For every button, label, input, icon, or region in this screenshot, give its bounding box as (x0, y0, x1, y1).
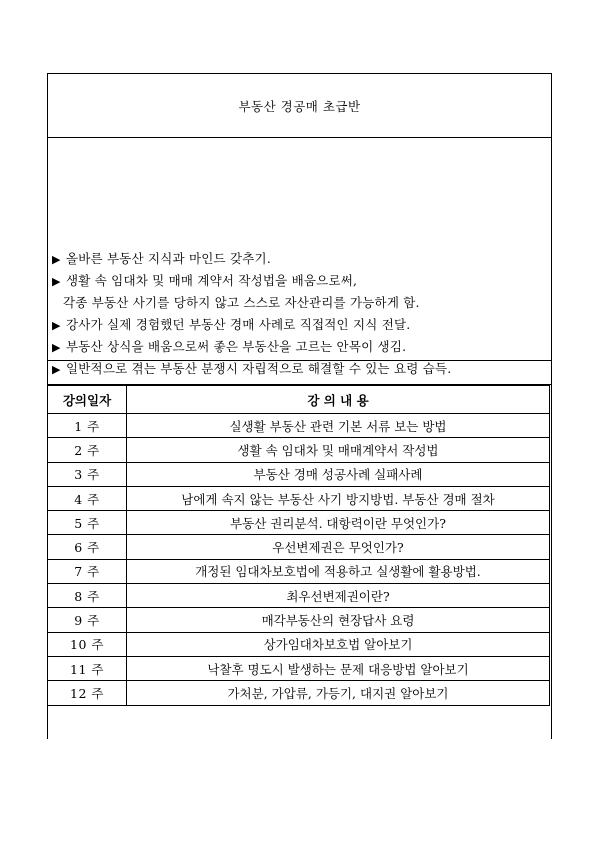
intro-list (52, 248, 451, 380)
content-cell: 부동산 권리분석. 대항력이란 무엇인가? (127, 511, 550, 535)
week-cell: 4 주 (48, 486, 127, 510)
week-cell: 2 주 (48, 438, 127, 462)
week-cell: 12 주 (48, 681, 127, 705)
week-cell: 5 주 (48, 511, 127, 535)
table-row (48, 535, 550, 559)
intro-item: ▶ 올바른 부동산 지식과 마인드 갖추기. (52, 248, 451, 270)
table-row (48, 438, 550, 462)
table-row (48, 584, 550, 608)
course-intro-box (48, 138, 551, 377)
table-row (48, 486, 550, 510)
content-cell: 최우선변제권이란? (127, 584, 550, 608)
header-content: 강 의 내 용 (127, 386, 550, 414)
table-row (48, 511, 550, 535)
table-row (48, 681, 550, 705)
intro-item: ▶ 생활 속 임대차 및 매매 계약서 작성법을 배움으로써, (52, 270, 451, 292)
course-title-box (48, 73, 551, 138)
table-row (48, 632, 550, 656)
course-title: 부동산 경공매 초급반 (238, 98, 361, 114)
triangle-bullet-icon: ▶ (52, 340, 61, 354)
table-header-row (48, 386, 550, 414)
content-cell: 우선변제권은 무엇인가? (127, 535, 550, 559)
content-cell: 가처분, 가압류, 가등기, 대지권 알아보기 (127, 681, 550, 705)
content-cell: 실생활 부동산 관련 기본 서류 보는 방법 (127, 414, 550, 438)
intro-item: 각종 부동산 사기를 당하지 않고 스스로 자산관리를 가능하게 함. (63, 295, 420, 311)
week-cell: 3 주 (48, 462, 127, 486)
week-cell: 10 주 (48, 632, 127, 656)
table-row (48, 559, 550, 583)
content-cell: 생활 속 임대차 및 매매계약서 작성법 (127, 438, 550, 462)
week-cell: 8 주 (48, 584, 127, 608)
schedule-table (47, 385, 550, 706)
week-cell: 6 주 (48, 535, 127, 559)
course-document (47, 73, 552, 739)
table-row (48, 608, 550, 632)
triangle-bullet-icon: ▶ (52, 363, 61, 377)
content-cell: 남에게 속지 않는 부동산 사기 방지방법. 부동산 경매 절차 (127, 486, 550, 510)
week-cell: 7 주 (48, 559, 127, 583)
week-cell: 11 주 (48, 656, 127, 680)
content-cell: 상가임대차보호법 알아보기 (127, 632, 550, 656)
table-row (48, 462, 550, 486)
triangle-bullet-icon: ▶ (52, 253, 61, 266)
content-cell: 낙찰후 명도시 발생하는 문제 대응방법 알아보기 (127, 656, 550, 680)
triangle-bullet-icon: ▶ (52, 318, 61, 332)
week-cell: 1 주 (48, 414, 127, 438)
header-date: 강의일자 (48, 386, 127, 414)
triangle-bullet-icon: ▶ (52, 275, 61, 289)
week-cell: 9 주 (48, 608, 127, 632)
content-cell: 부동산 경매 성공사례 실패사례 (127, 462, 550, 486)
table-row (48, 414, 550, 438)
content-cell: 개정된 임대차보호법에 적용하고 실생활에 활용방법. (127, 559, 550, 583)
intro-item: ▶ 부동산 상식을 배움으로써 좋은 부동산을 고르는 안목이 생김. (52, 336, 451, 358)
content-cell: 매각부동산의 현장답사 요령 (127, 608, 550, 632)
intro-item: ▶ 강사가 실제 경험했던 부동산 경매 사례로 직접적인 지식 전달. (52, 314, 451, 336)
table-row (48, 656, 550, 680)
intro-item: ▶ 일반적으로 겪는 부동산 분쟁시 자립적으로 해결할 수 있는 요령 습득. (52, 358, 451, 380)
